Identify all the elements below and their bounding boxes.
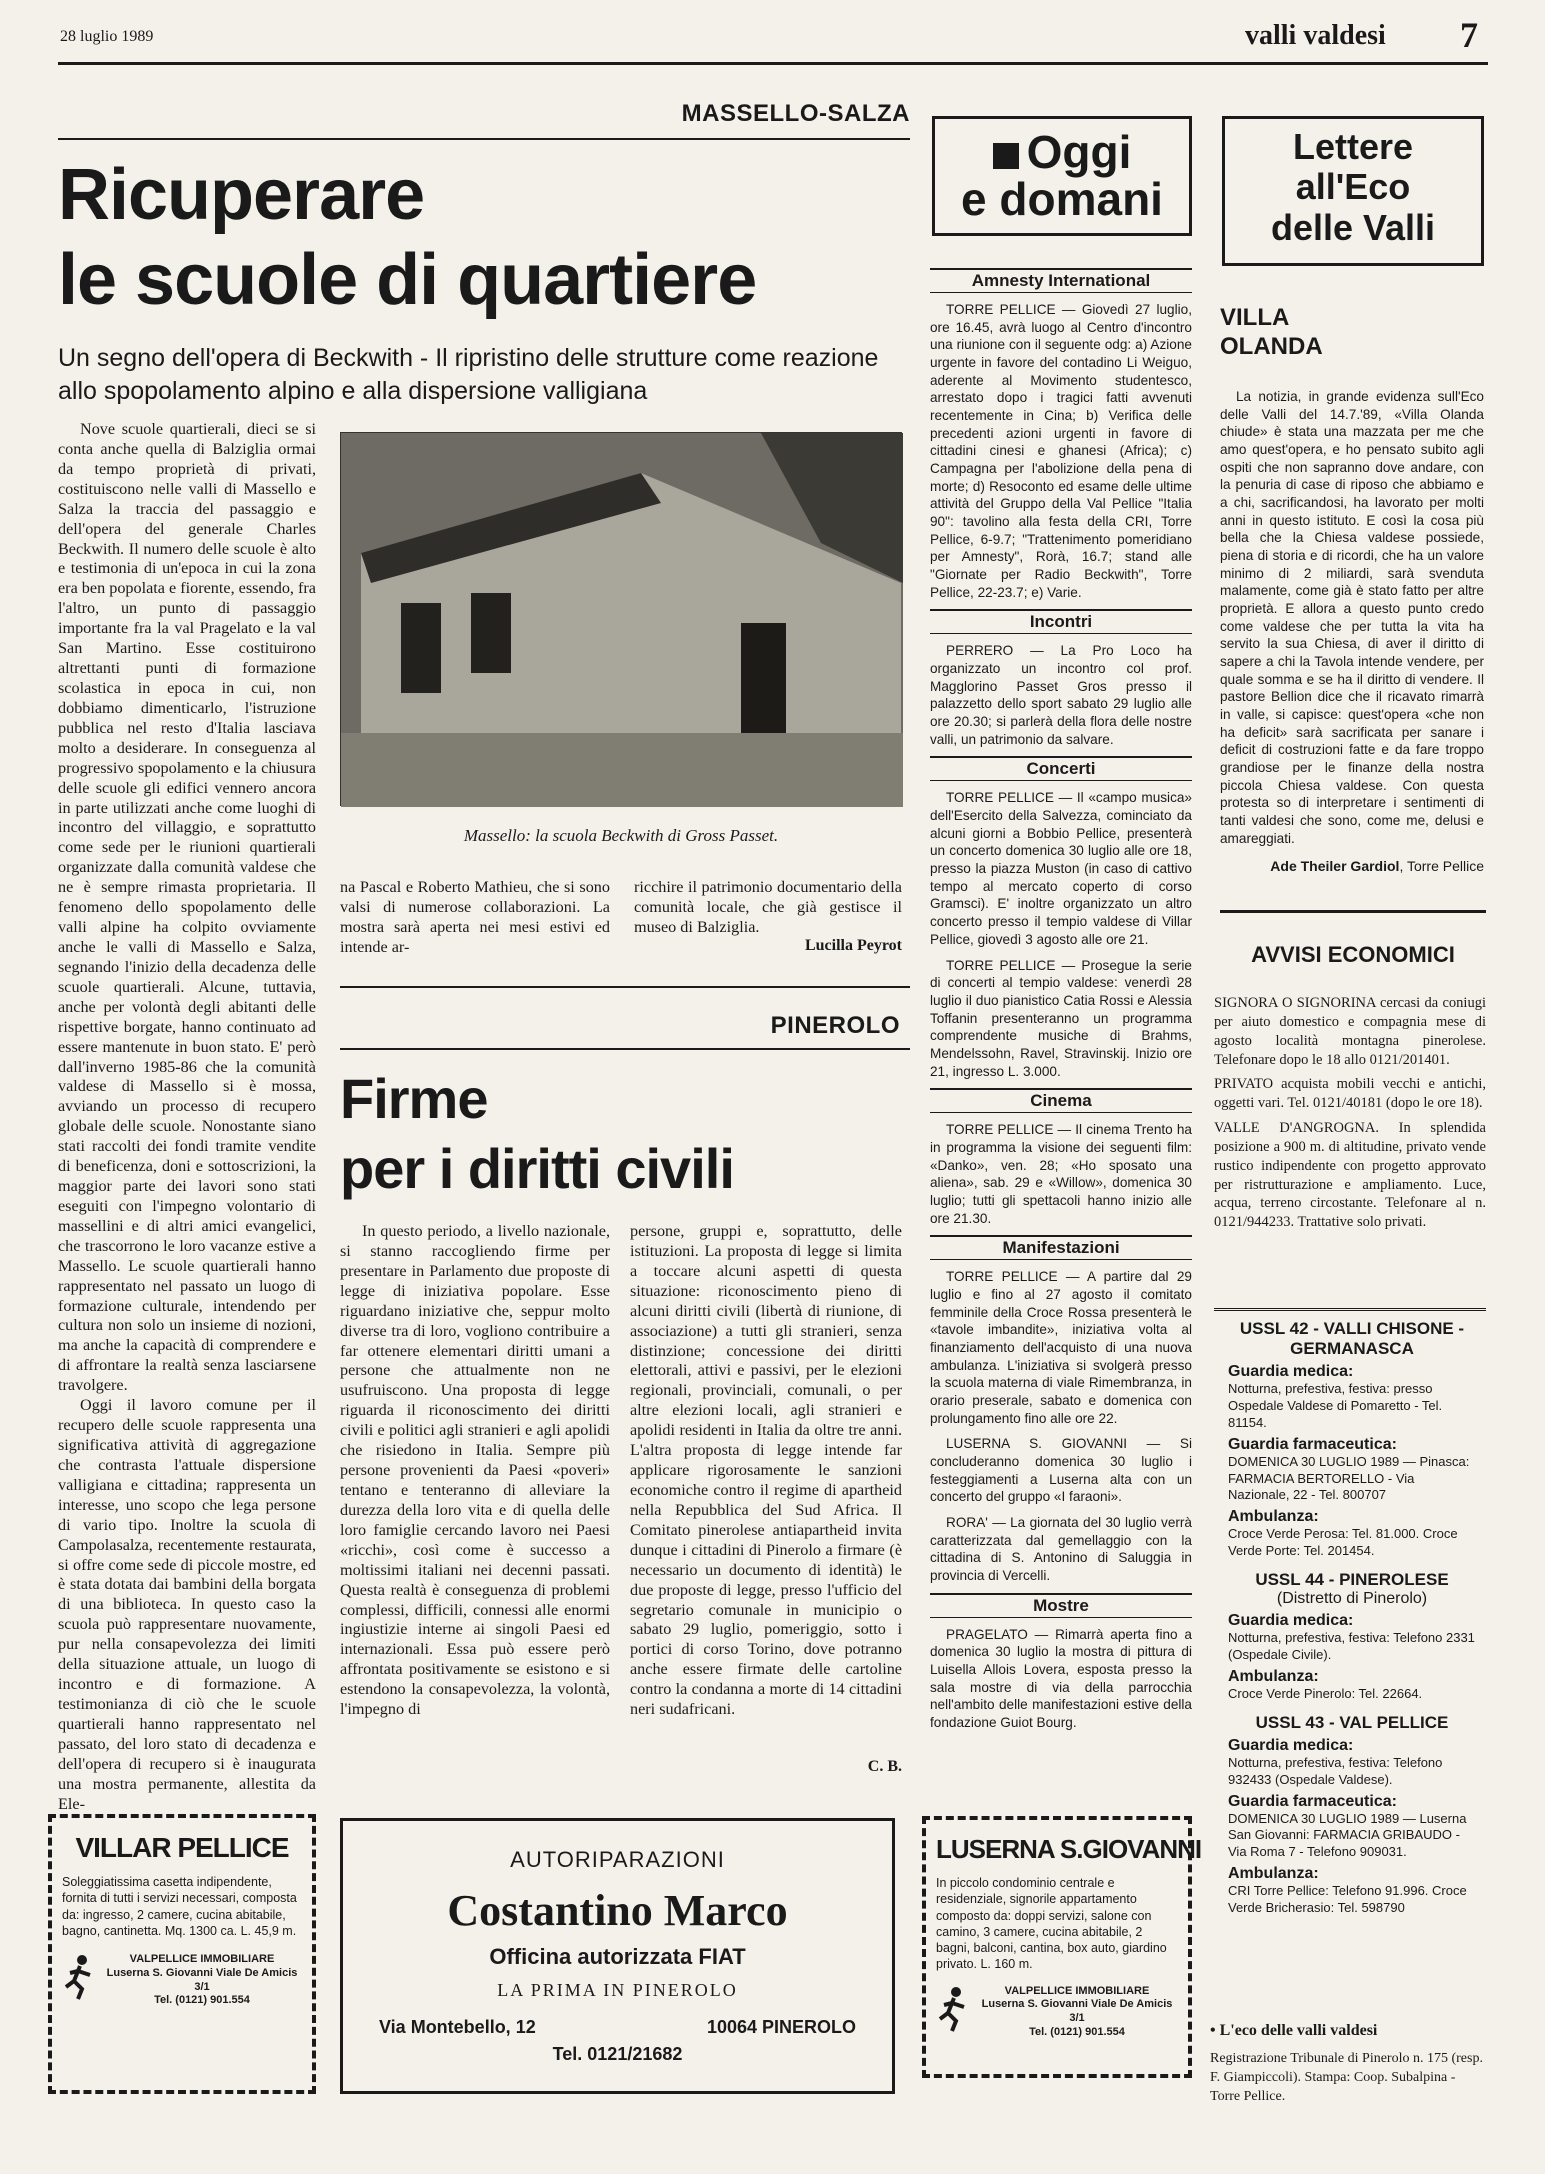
article2-col2-text: persone, gruppi e, soprattutto, delle istituzioni. La proposta di legge si limita a toccare alcuni aspetti di questa situazione: riconoscimento pieno di alcuni diritti civili (libertà di riunione, di associazione) a tutti gli stranieri, senza distinzione; concessione dei diritti elettorali, attivi e passivi, per le elezioni regionali, provinciali, comunali, o per altre elezioni locali, agli stranieri e apolidi residenti in Italia da oltre tre anni. L'altra proposta di legge intende far applicare rigorosamente le sanzioni economiche contro il regime di apartheid nella Repubblica del Sud Africa. Il Comitato pinerolese antiapartheid invita dunque i cittadini di Pinerolo a firmare (è necessario un documento di identità) le due proposte di legge, presso l'ufficio del segretario comunale in municipio o sabato 29 luglio, pomeriggio, sotto i portici di corso Torino, dove potranno anche essere firmate delle cartoline contro la condanna a morte di 14 cittadini neri sudafricani. (630, 1222, 902, 1719)
ad-costantino-city: 10064 PINEROLO (706, 2017, 856, 2037)
ussl-entry-label: Ambulanza: (1228, 1667, 1319, 1685)
running-figure-icon (936, 1985, 970, 2033)
ussl-entry-label: Ambulanza: (1228, 1865, 1319, 1883)
article1-col3-text: ricchire il patrimonio documentario della comunità locale, che già gestisce il museo di Balziglia. (634, 878, 902, 936)
running-figure-icon (62, 1953, 96, 2001)
ussl-block-heading: USSL 42 - VALLI CHISONE - GERMANASCA (1239, 1319, 1465, 1358)
ad-villar-title: VILLAR PELLICE (75, 1832, 289, 1863)
letter-title-line2: OLANDA (1220, 332, 1323, 360)
ad-luserna-phone: Tel. (0121) 901.554 (1029, 2025, 1125, 2038)
article1-subtitle: Un segno dell'opera di Beckwith - Il ripristino delle strutture come reazione allo spopolamento alpino e alla dispersione valligiana (58, 344, 879, 405)
article1-photo-caption: Massello: la scuola Beckwith di Gross Passet. (463, 826, 779, 845)
colophon (1210, 2022, 1486, 2107)
article1-photo (340, 432, 902, 806)
ussl-entry-text: CRI Torre Pellice: Telefono 91.996. Croce Verde Bricherasio: Tel. 598790 (1228, 1883, 1467, 1916)
ad-costantino-phone: Tel. 0121/21682 (552, 2044, 683, 2064)
ussl-entry-label: Guardia farmaceutica: (1228, 1435, 1397, 1453)
ad-luserna-text: In piccolo condominio centrale e residenziale, signorile appartamento composto da: doppi servizi, salone con camino, 3 camere, cucina abitabile, 2 bagni, balconi, cantina, box auto, giardino privato. L. 160 m. (936, 1876, 1167, 1972)
ussl-block-heading: USSL 43 - VAL PELLICE (1255, 1712, 1449, 1732)
colophon-title: • L'eco delle valli valdesi (1210, 2022, 1378, 2039)
oggi-event-item: TORRE PELLICE — Il cinema Trento ha in programma la visione dei seguenti film: «Danko», ven. 28; «Ho sposato una aliena», sab. 29 e «Willow», domenica 30 luglio; tutti gli spettacoli hanno inizio alle ore 21.30. (930, 1122, 1192, 1226)
ussl-entry-label: Guardia medica: (1228, 1363, 1354, 1380)
ussl-entry-label: Ambulanza: (1228, 1508, 1319, 1526)
issue-date: 28 luglio 1989 (60, 28, 154, 45)
letter-signature-line (1220, 858, 1484, 874)
lettere-box-line3: delle Valli (1270, 206, 1436, 248)
oggi-title-line2: e domani (961, 173, 1163, 225)
ussl-entry-text: Notturna, prefestiva, festiva: presso Ospedale Valdese di Pomaretto - Tel. 81154. (1228, 1381, 1443, 1430)
ussl-entry-label: Guardia medica: (1228, 1736, 1354, 1754)
ad-luserna (922, 1816, 1202, 2078)
article2-column2 (630, 1222, 902, 1767)
classified-ad-item: VALLE D'ANGROGNA. In splendida posizione a 900 m. di altitudine, privato vende rustico indipendente con progetto approvato per ristrutturazione e ampliamento. Luce, acqua, terreno circostante. Telefonare al n. 0121/944233. Trattative solo privati. (1214, 1120, 1486, 1231)
header-rule (58, 62, 1488, 65)
ussl-entry-text: Croce Verde Perosa: Tel. 81.000. Croce Verde Porte: Tel. 201454. (1228, 1526, 1458, 1559)
article1-title-line1: Ricuperare (58, 155, 425, 235)
letter-signature: Ade Theiler Gardiol (1270, 858, 1400, 874)
square-bullet-icon (993, 143, 1019, 169)
oggi-title-line1: Oggi (1026, 126, 1132, 178)
ad-costantino-address: Via Montebello, 12 (379, 2017, 536, 2037)
article1-signature: Lucilla Peyrot (804, 937, 902, 954)
oggi-domani-box (932, 116, 1192, 236)
classified-ad-item: PRIVATO acquista mobili vecchi e antichi, oggetti vari. Tel. 0121/40181 (dopo le ore 18). (1214, 1076, 1486, 1112)
ad-costantino-line2: Officina autorizzata FIAT (489, 1944, 746, 1969)
ad-costantino-name: Costantino Marco (447, 1886, 788, 1935)
lettere-box (1222, 116, 1484, 266)
avvisi-title: AVVISI ECONOMICI (1251, 942, 1455, 967)
school-building-illustration (341, 433, 903, 807)
ad-villar-address: Luserna S. Giovanni Viale De Amicis 3/1 (106, 1966, 298, 1993)
ussl-entry-text: Notturna, prefestiva, festiva: Telefono 2331 (Ospedale Civile). (1228, 1630, 1475, 1663)
oggi-event-item: TORRE PELLICE — A partire dal 29 luglio e fino al 27 agosto il comitato femminile della Croce Rossa presenterà le «tavole imbandite», iniziativa volta al finanziamento dell'acquisto di una nuova ambulanza. L'iniziativa si svolgerà presso la scuola materna di viale Rimembranza, in orario preserale, sabato e domenica con prolungamento fino alle ore 22. (930, 1269, 1192, 1426)
ad-luserna-address: Luserna S. Giovanni Viale De Amicis 3/1 (981, 1998, 1173, 2024)
article1-rule (58, 138, 910, 140)
oggi-section-heading: Amnesty International (930, 268, 1192, 293)
article1-column2 (340, 878, 610, 958)
oggi-section-heading: Incontri (930, 609, 1192, 634)
article1-col1-para2: Oggi il lavoro comune per il recupero delle scuole rappresenta una significativa attività di aggregazione che contrasta l'attuale dispersione valligiana e cittadina; rappresenta un interesse, uno scopo che lega persone di vario tipo. Inoltre la scuola di Campolasalza, recentemente restaurata, si offre come sede di piccole mostre, ed è stata dotata dai bambini della borgata di una biblioteca. In questo caso la scuola può rappresentare nuovamente, pur nella consapevolezza dei limiti della situazione attuale, un luogo di incontro e di formazione. A testimonianza di ciò che le scuole quartierali hanno rappresentato nel passato, del loro stato di decadenza e dell'opera di recupero si è inaugurata una mostra permanente, allestita da Ele- (58, 1396, 316, 1813)
classified-ad-item: SIGNORA O SIGNORINA cercasi da coniugi per aiuto domestico e compagnia mese di agosto località montagna pinerolese. Telefonare dopo le 18 allo 0121/201401. (1214, 995, 1486, 1068)
avvisi-list (1214, 994, 1486, 1238)
page-number: 7 (1460, 15, 1478, 55)
ad-villar-phone: Tel. (0121) 901.554 (154, 1994, 250, 2007)
ussl-entry-label: Guardia farmaceutica: (1228, 1792, 1397, 1810)
letter-signature-place: , Torre Pellice (1399, 858, 1484, 874)
oggi-event-item: RORA' — La giornata del 30 luglio verrà caratterizzata dal gemellaggio con la cittadina di S. Antonino di Saluggia in provincia di Vercelli. (930, 1514, 1192, 1583)
letter-body (1220, 388, 1484, 868)
oggi-column (930, 262, 1192, 1802)
article1-col2-text: na Pascal e Roberto Mathieu, che si sono valsi di numerose collaborazioni. La mostra sarà aperta nei mesi estivi ed intende ar- (340, 878, 610, 956)
article1-kicker: MASSELLO-SALZA (681, 100, 910, 127)
article1-column1 (58, 420, 316, 1813)
article2-col1-text: In questo periodo, a livello nazionale, si stanno raccogliendo firme per presentare in Parlamento due proposte di legge di iniziativa popolare. Esse riguardano iniziative che, seppur molto diverse tra di loro, vogliono contribuire a far ottenere elementari diritti umani a persone che attualmente non ne usufruiscono. Una proposta di legge riguarda il riconoscimento dei diritti civili e politici agli stranieri e agli apolidi che risiedono in Italia. Sempre più persone provenienti da Paesi «poveri» tentano e tenteranno di alleviare la durezza della loro vita e di quella delle loro famiglie cercando lavoro nei Paesi «ricchi», così come è successo a moltissimi italiani nei decenni passati. Questa realtà è conseguenza di problemi complessi, difficili, connessi alle enormi ingiustizie interne ai singoli Paesi ed internazionali. Essa può essere però affrontata positivamente se esistono e si estendono la consapevolezza, la volontà, l'impegno di (340, 1222, 610, 1719)
colophon-text: Registrazione Tribunale di Pinerolo n. 175 (resp. F. Giampiccoli). Stampa: Coop. Subalpina - Torre Pellice. (1210, 2051, 1483, 2104)
avvisi-top-rule (1220, 910, 1486, 913)
oggi-section-heading: Concerti (930, 756, 1192, 781)
ussl-entry-text: DOMENICA 30 LUGLIO 1989 — Pinasca: FARMACIA BERTORELLO - Via Nazionale, 22 - Tel. 800707 (1228, 1453, 1470, 1503)
ad-villar-agency: VALPELLICE IMMOBILIARE (129, 1953, 275, 1965)
ad-costantino-marco (340, 1818, 895, 2094)
publication-name: valli valdesi (1245, 20, 1386, 51)
article2-title-line1: Firme (340, 1067, 488, 1130)
oggi-event-item: TORRE PELLICE — Giovedì 27 luglio, ore 16.45, avrà luogo al Centro d'incontro una riunione con il seguente odg: a) Azione urgente in favore del contadino Li Weiguo, aderente al Movimento studentesco, arrestato dopo i tragici fatti avvenuti recentemente in Cina; b) Verifica delle precedenti azioni urgenti in favore di cittadini cinesi e ghanesi (Africa); c) Campagna per l'abolizione della pena di morte; d) Resoconto ed esame delle ultime attività del Gruppo della Val Pellice "Italia 90": tavolino alla festa della CRI, Torre Pellice, 6-9.7; "Trattenimento pomeridiano per Amnesty", Rorà, 16.7; stand alle "Giornate per Radio Beckwith", Torre Pellice, 22-23.7; e) Varie. (930, 302, 1192, 600)
ad-luserna-title: LUSERNA S.GIOVANNI (936, 1834, 1202, 1864)
ad-costantino-line3: LA PRIMA IN PINEROLO (497, 1980, 738, 2000)
oggi-event-item: LUSERNA S. GIOVANNI — Si concluderanno domenica 30 luglio i festeggiamenti a Luserna alta con un concerto del gruppo «I faraoni». (930, 1436, 1192, 1505)
ad-costantino-line1: AUTORIPARAZIONI (510, 1847, 725, 1872)
ussl-entry-text: Croce Verde Pinerolo: Tel. 22664. (1228, 1685, 1423, 1701)
oggi-section-heading: Manifestazioni (930, 1235, 1192, 1260)
oggi-event-item: PRAGELATO — Rimarrà aperta fino a domenica 30 luglio la mostra di pittura di Luisella Allois Lovera, esposta presso la sala mostre di via della parrocchia nell'ambito delle manifestazioni estive della fondazione Guiot Bourg. (930, 1626, 1192, 1731)
oggi-section-heading: Cinema (930, 1088, 1192, 1113)
oggi-event-item: TORRE PELLICE — Prosegue la serie di concerti al tempio valdese: venerdì 28 luglio il duo pianistico Catia Rossi e Alessia Toffanin presenteranno un programma comprendente musiche di Brahms, Mendelssohn, Ravel, Stravinskij. Inizio ore 21, ingresso L. 3.000. (930, 957, 1192, 1079)
article2-signature: C. B. (867, 1758, 902, 1775)
oggi-event-item: TORRE PELLICE — Il «campo musica» dell'Esercito della Salvezza, cominciato da alcuni giorni a Bobbio Pellice, presenterà un concerto domenica 30 luglio alle ore 18, presso la piazza Muston (in caso di cattivo tempo al mercato coperto di corso Gramsci). E' inoltre organizzato un altro concerto presso il tempio valdese di Villar Pellice, giovedì 3 agosto alle ore 21. (930, 790, 1192, 947)
article2-kicker: PINEROLO (770, 1012, 900, 1039)
ussl-entry-text: DOMENICA 30 LUGLIO 1989 — Luserna San Giovanni: FARMACIA GRIBAUDO - Via Roma 7 - Telefono 909031. (1228, 1810, 1467, 1860)
ussl-block-subheading: (Distretto di Pinerolo) (1276, 1590, 1428, 1608)
ussl-box (1214, 1308, 1486, 2008)
oggi-event-item: PERRERO — La Pro Loco ha organizzato un incontro col prof. Magglorino Passet Gros presso il palazzetto dello sport sabato 29 luglio alle ore 20.30; si parlerà della flora delle nostre valli, un patrimonio da salvare. (930, 643, 1192, 747)
article1-title-line2: le scuole di quartiere (58, 240, 757, 320)
article2-rule (340, 1048, 910, 1050)
article2-column1 (340, 1222, 610, 1782)
ad-villar-text: Soleggiatissima casetta indipendente, fornita di tutti i servizi necessari, composta da: ingresso, 2 camere, cucina abitabile, bagno, cantinetta. Mq. 1300 ca. L. 45,9 m. (62, 1875, 297, 1938)
article2-title-line2: per i diritti civili (340, 1137, 734, 1200)
ad-luserna-agency: VALPELLICE IMMOBILIARE (1004, 1984, 1150, 1997)
lettere-box-line2: all'Eco (1295, 166, 1411, 208)
article1-column3 (634, 878, 902, 938)
oggi-section-heading: Mostre (930, 1593, 1192, 1618)
ussl-block-heading: USSL 44 - PINEROLESE (1255, 1570, 1449, 1590)
article1-col1-para1: Nove scuole quartierali, dieci se si conta anche quella di Balziglia ormai da tempo proprietà di privati, costituiscono nelle valli di Massello e Salza la traccia del passaggio e dell'opera del generale Charles Beckwith. Il numero delle scuole è alto e testimonia di un'epoca in cui la zona era ben popolata e fiorente, essendo, fra l'altro, un punto di passaggio importante fra la val Pragelato e la val San Martino. Esse costituirono altrettanti punti di formazione scolastica in epoca in cui, non dobbiamo dimenticarlo, l'istruzione pubblica nel resto d'Italia lasciava molto a desiderare. In conseguenza al progressivo spopolamento e la chiusura delle scuole gli edifici vennero ancora in parte utilizzati anche come luoghi di incontro del villaggio, e soprattutto come sede per le riunioni quartierali organizzate dalla comunità valdese che ne è sempre rimasta proprietaria. Il fenomeno dello spopolamento delle valli alpine ha colpito ovviamente anche le valli di Massello e Salza, segnando l'inizio della decadenza delle scuole quartierali. Alcune, tuttavia, anche per volontà degli abitanti delle rispettive borgate, hanno continuato ad essere mantenute in buon stato. E' però dall'inverno 1985-86 che la comunità valdese di Massello si è mossa, avviando un processo di recupero globale delle scuole. Nonostante siano stati raccolti dei fondi tramite vendite di beneficenza, doni e sottoscrizioni, la maggior parte dei lavori sono stati eseguiti con l'impegno volontario di massellini e di altri amici evangelici, che trascorrono le loro vacanze estive a Massello. Le scuole quartierali hanno rappresentato nel passato un luogo di formazione culturale, intendendo per cultura non solo un insieme di nozioni, ma anche la capacità di comprendere e di affrontare la realtà senza lasciarsene travolgere. (58, 420, 316, 1395)
letter-title-line1: VILLA (1220, 304, 1290, 331)
ussl-entry-text: Notturna, prefestiva, festiva: Telefono 932433 (Ospedale Valdese). (1228, 1754, 1443, 1787)
ussl-entry-label: Guardia medica: (1228, 1612, 1354, 1630)
letter-text: La notizia, in grande evidenza sull'Eco delle Valli del 14.7.'89, «Villa Olanda chiude» è stata una mazzata per me che amo quest'opera, e ho pensato subito agli ospiti che non sapranno dove andare, con la penuria di case di riposo che abbiamo e a chi, sacrificandosi, ha lavorato per molti anni in questo istituto. E così la cosa più bella che la Chiesa valdese possiede, piena di storia e di ricordi, che ha un valore minimo di 2 miliardi, sarà svenduta malamente, come già è stato fatto per altre proprietà. E allora a questo punto credo come valdese che per tutta la vita ha servito la sua Chiesa, di aver il diritto di sapere a chi la Tavola intende vendere, per quale somma e se ha il diritto di vendere. Il pastore Bellion dice che il ricavato rimarrà in valle, si capisce: quest'opera «che non ha deficit» sarà sacrificata per sanare i deficit di costruzioni fatte e da fare troppo grandiose per le finanze della nostra piccola Chiesa valdese. Con questa protesta so di interpretare i sentimenti di tanti valdesi che sono, come me, delusi e amareggiati. (1220, 389, 1484, 846)
ad-villar-pellice (48, 1814, 316, 2094)
lettere-box-line1: Lettere (1292, 126, 1414, 167)
letter-title (1220, 304, 1323, 362)
article2-top-rule (340, 986, 910, 988)
